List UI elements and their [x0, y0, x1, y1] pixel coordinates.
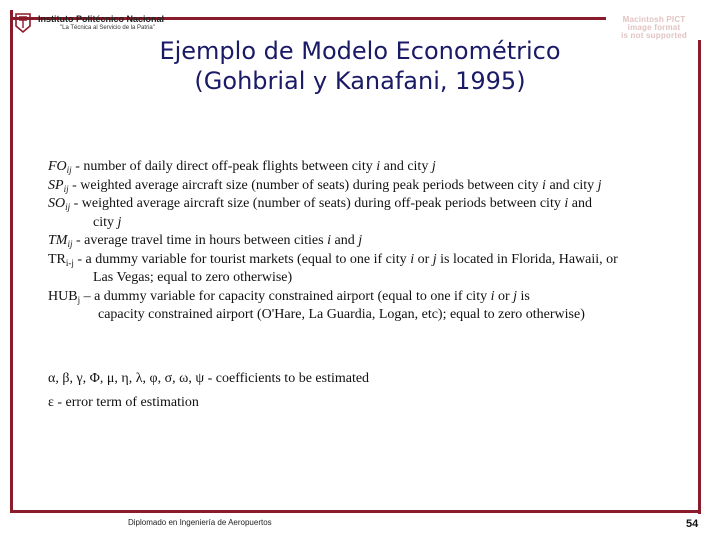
variable-definitions	[48, 158, 678, 325]
definition-i: i	[542, 177, 546, 193]
continuation-j: j	[117, 214, 122, 230]
footer-course-name: Diplomado en Ingeniería de Aeropuertos	[128, 518, 272, 527]
continuation-text: capacity constrained airport (O'Hare, La Guardia, Logan, etc); equal to zero otherwise)	[98, 307, 585, 322]
definition-mid: and	[330, 233, 359, 248]
variable-subscript: ij	[65, 202, 71, 212]
variable-symbol: HUB	[48, 288, 78, 304]
definition-continuation	[48, 269, 678, 288]
title-line-2: (Gohbrial y Kanafani, 1995)	[194, 67, 526, 95]
definition-text: - number of daily direct off-peak flights between city	[71, 159, 377, 174]
definition-mid: and city	[545, 177, 598, 193]
variable-subscript: ij	[67, 239, 73, 249]
definition-continuation	[48, 214, 678, 233]
page-number: 54	[686, 518, 699, 530]
definition-i: i	[376, 159, 381, 174]
continuation-text: city	[93, 214, 118, 230]
variable-symbol: SP	[48, 177, 64, 193]
definition-after: is located in Florida, Hawaii, or	[436, 251, 618, 267]
continuation-text: Las Vegas; equal to zero otherwise)	[93, 270, 293, 285]
placeholder-line-3: is not supported	[621, 31, 687, 40]
slide-title	[60, 36, 660, 96]
definition-j: j	[597, 177, 602, 193]
institution-name: Instituto Politécnico Nacional	[38, 14, 165, 24]
definition-j: j	[513, 288, 518, 304]
slide-frame-left	[10, 10, 13, 510]
variable-subscript: ij	[63, 183, 69, 194]
definition-i: i	[490, 288, 495, 304]
definition-row	[48, 288, 678, 307]
variable-symbol: FO	[48, 159, 67, 174]
definition-mid: or	[414, 251, 433, 267]
variable-symbol: SO	[48, 196, 66, 211]
definition-row	[48, 158, 678, 177]
variable-symbol: TR	[48, 251, 66, 267]
definition-text: - weighted average aircraft size (number of seats) during off-peak periods between city	[70, 196, 565, 211]
variable-symbol: TM	[48, 233, 68, 248]
placeholder-line-1: Macintosh PICT	[622, 15, 686, 24]
definition-j: j	[358, 233, 363, 248]
coefficients-line: α, β, γ, Φ, μ, η, λ, φ, σ, ω, ψ - coefficients to be estimated	[48, 371, 370, 386]
title-line-1: Ejemplo de Modelo Econométrico	[159, 37, 561, 65]
placeholder-line-2: image format	[627, 23, 681, 32]
definition-mid: and	[568, 196, 592, 211]
definition-mid: and city	[380, 159, 432, 174]
definition-mid: or	[494, 288, 514, 304]
definition-row	[48, 195, 678, 214]
variable-subscript: i-j	[65, 257, 74, 268]
slide-frame-bottom	[10, 510, 701, 513]
definition-after: is	[517, 288, 530, 304]
definition-text: - a dummy variable for tourist markets (equal to one if city	[73, 251, 411, 267]
definition-row	[48, 232, 678, 251]
definition-row	[48, 251, 678, 270]
variable-subscript: j	[77, 294, 81, 305]
error-term-line: ε - error term of estimation	[48, 395, 199, 410]
slide-frame-right	[698, 17, 701, 514]
variable-subscript: ij	[66, 165, 72, 175]
definition-text: - average travel time in hours between cities	[72, 233, 328, 248]
definition-i: i	[327, 233, 331, 248]
definition-i: i	[564, 196, 569, 211]
institution-motto: "La Técnica al Servicio de la Patria"	[60, 25, 155, 31]
ipn-logo-icon	[14, 12, 32, 34]
definition-text: - weighted average aircraft size (number of seats) during peak periods between city	[68, 177, 543, 193]
definition-i: i	[410, 251, 415, 267]
definition-j: j	[431, 159, 436, 174]
definition-continuation	[48, 306, 678, 325]
definition-text: – a dummy variable for capacity constrained airport (equal to one if city	[80, 288, 491, 304]
definition-row	[48, 177, 678, 196]
definition-j: j	[432, 251, 437, 267]
